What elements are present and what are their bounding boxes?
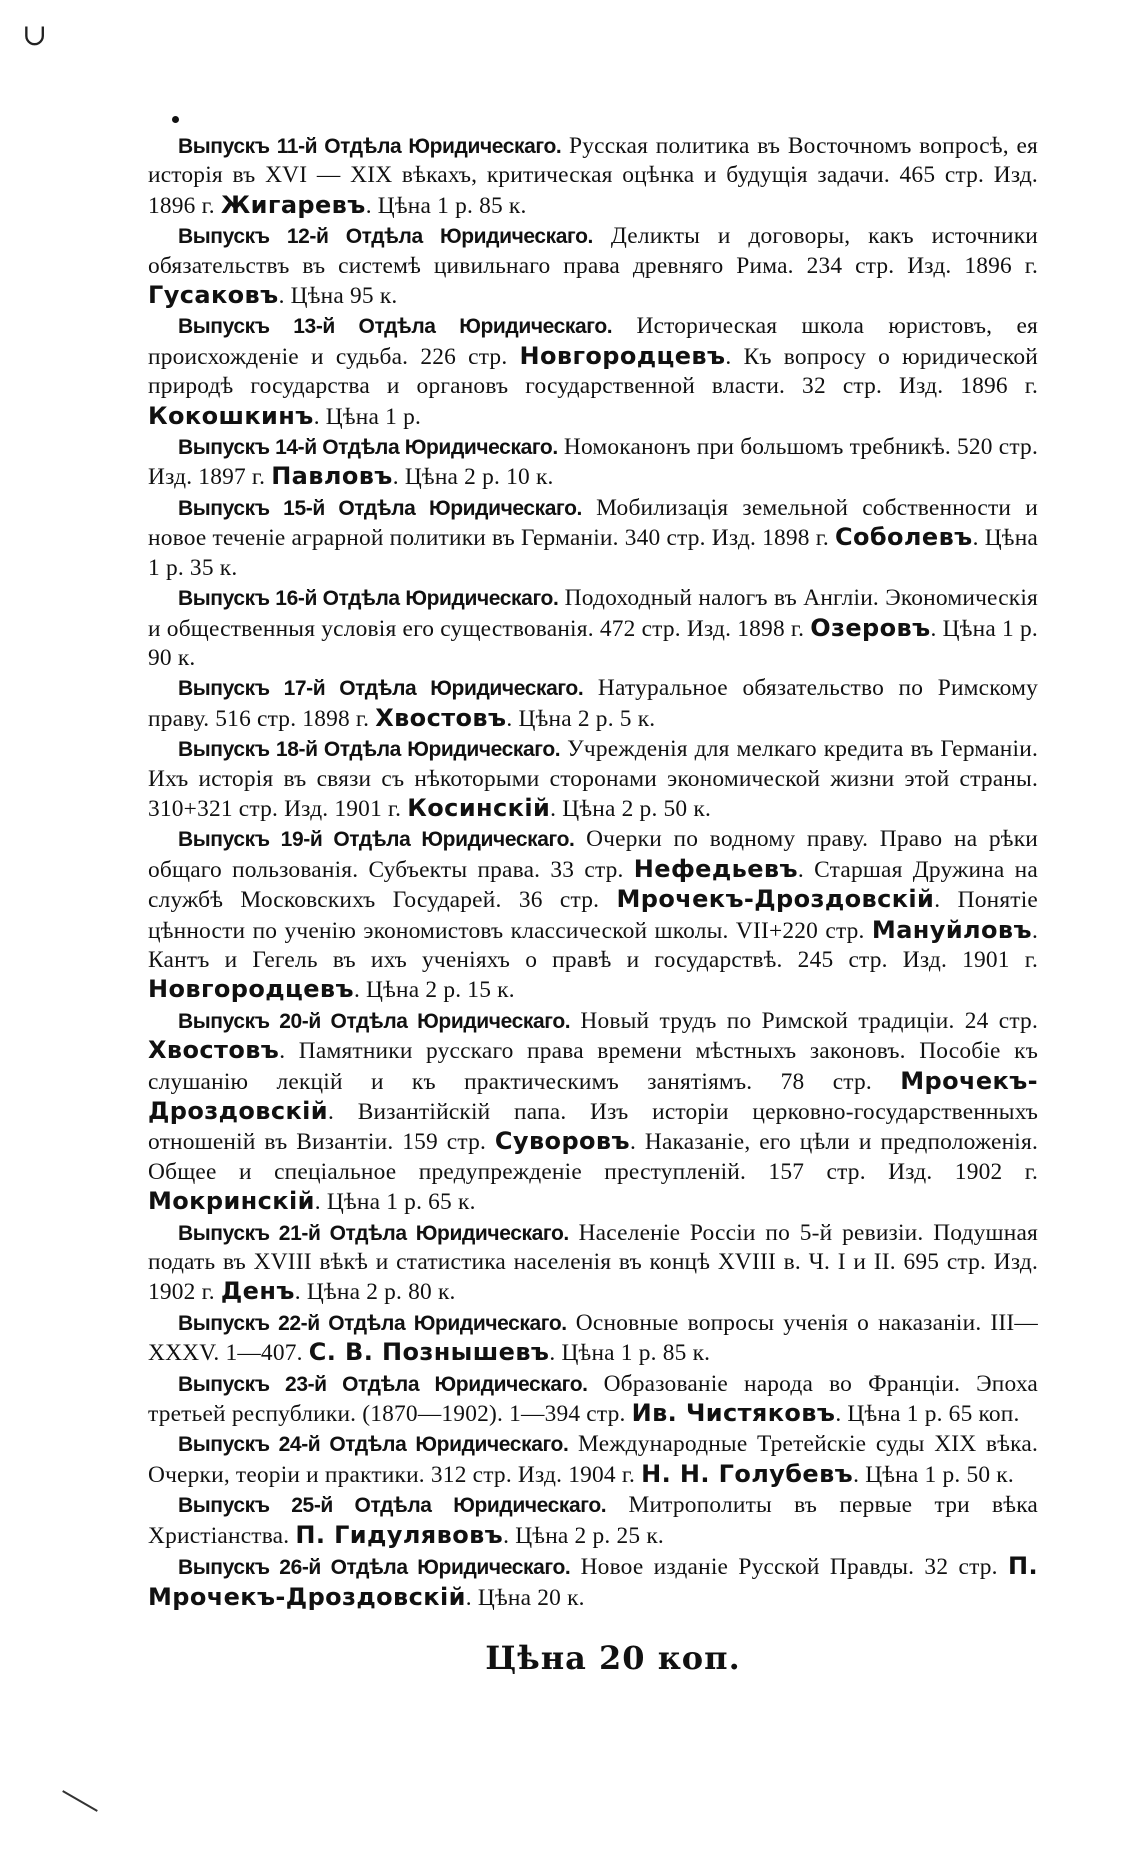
entry-text: . Памятники русскаго права времени мѣстныхъ законовъ. Пособіе къ слушанію лекцій и къ практическимъ занятіямъ. 78 стр. <box>148 1038 1038 1095</box>
author-name: Жигаревъ <box>220 190 366 219</box>
entry-text: Очерки по водному праву. Право на рѣки общаго пользованія. Субъекты права. 33 стр. <box>148 826 1038 883</box>
issue-heading: Выпускъ 20-й Отдѣла Юридическаго. <box>178 1009 571 1033</box>
catalog-entry <box>148 494 1038 583</box>
catalog-entry <box>148 222 1038 311</box>
catalog-entry <box>148 132 1038 221</box>
entry-text: Историческая школа юристовъ, ея происхожденіе и судьба. 226 стр. <box>148 313 1038 370</box>
entry-text: Мобилизація земельной собственности и новое теченіе аграрной политики въ Германіи. 340 стр. Изд. 1898 г. <box>148 494 1038 552</box>
author-name: Новгородцевъ <box>519 341 726 370</box>
issue-heading: Выпускъ 18-й Отдѣла Юридическаго. <box>178 738 561 762</box>
issue-heading: Выпускъ 26-й Отдѣла Юридическаго. <box>178 1556 571 1580</box>
catalog-entry <box>148 1370 1038 1430</box>
entry-text: Новый трудъ по Римской традиціи. 24 стр. <box>570 1007 1038 1034</box>
author-name: Новгородцевъ <box>148 975 354 1004</box>
entry-text: . Цѣна 1 р. 35 к. <box>148 525 1038 581</box>
catalog-entry <box>148 584 1038 673</box>
author-name: Денъ <box>220 1277 295 1306</box>
entry-text: Деликты и договоры, какъ источники обязательствъ въ системѣ цивильнаго права древняго Рима. 234 стр. Изд. 1896 г. <box>148 223 1038 279</box>
author-name: С. В. Познышевъ <box>308 1338 550 1367</box>
issue-heading: Выпускъ 22-й Отдѣла Юридическаго. <box>178 1311 567 1335</box>
author-name: Косинскій <box>407 793 551 822</box>
author-name: Суворовъ <box>494 1127 630 1156</box>
margin-scratch <box>62 1790 98 1812</box>
issue-heading: Выпускъ 21-й Отдѣла Юридическаго. <box>178 1221 569 1245</box>
author-name: Соболевъ <box>834 523 973 552</box>
author-name: Н. Н. Голубевъ <box>641 1459 854 1488</box>
entry-text: . Цѣна 95 к. <box>278 283 398 310</box>
author-name: Кокошкинъ <box>148 401 314 430</box>
entry-text: . Цѣна 1 р. 65 коп. <box>835 1401 1020 1428</box>
entry-text: Номоканонъ при большомъ требникѣ. 520 стр. Изд. 1897 г. <box>148 434 1038 491</box>
author-name: Нефедьевъ <box>633 854 798 883</box>
entry-text: . Наказаніе, его цѣли и предположенія. Общее и спеціальное предупрежденіе преступленій. 157 стр. Изд. 1902 г. <box>148 1129 1038 1185</box>
entry-text: . Цѣна 2 р. 80 к. <box>294 1279 456 1306</box>
catalog-entry <box>148 1430 1038 1490</box>
issue-heading: Выпускъ 12-й Отдѣла Юридическаго. <box>178 225 593 249</box>
issue-heading: Выпускъ 15-й Отдѣла Юридическаго. <box>178 496 582 520</box>
catalog-entry <box>148 1491 1038 1551</box>
author-name: Хвостовъ <box>148 1036 280 1065</box>
entry-text: . Старшая Дружина на службѣ Московскихъ Государей. 36 стр. <box>148 856 1038 914</box>
catalog-entry <box>148 312 1038 432</box>
author-name: Павловъ <box>271 462 393 491</box>
entry-text: . Цѣна 1 р. <box>313 403 422 430</box>
entry-text: . Цѣна 2 р. 25 к. <box>503 1522 664 1549</box>
entry-text: Митрополиты въ первые три вѣка Христіанства. <box>148 1492 1038 1549</box>
entry-text: . Цѣна 2 р. 5 к. <box>506 705 656 732</box>
catalog-entry <box>148 1007 1038 1218</box>
issue-heading: Выпускъ 24-й Отдѣла Юридическаго. <box>178 1433 569 1457</box>
author-name: Гусаковъ <box>148 281 279 310</box>
issue-heading: Выпускъ 23-й Отдѣла Юридическаго. <box>178 1372 588 1396</box>
entry-text: . Цѣна 1 р. 65 к. <box>314 1189 476 1216</box>
entry-text: . Цѣна 1 р. 50 к. <box>853 1461 1014 1488</box>
catalog-entry <box>148 1552 1038 1613</box>
issue-heading: Выпускъ 16-й Отдѣла Юридическаго. <box>178 587 559 611</box>
corner-pencil-mark: ∪ <box>22 19 48 52</box>
author-name: П. Гидулявовъ <box>295 1520 504 1549</box>
author-name: П. Мрочекъ-Дроздовскій <box>148 1552 1038 1611</box>
author-name: Хвостовъ <box>375 703 507 732</box>
entry-text: . Цѣна 1 р. 85 к. <box>549 1340 711 1367</box>
author-name: Мануйловъ <box>871 915 1032 944</box>
author-name: Мрочекъ-Дроздовскій <box>616 885 935 914</box>
issue-heading: Выпускъ 19-й Отдѣла Юридическаго. <box>178 828 575 852</box>
author-name: Мрочекъ-Дроздовскій <box>148 1066 1038 1125</box>
entry-text: Русская политика въ Восточномъ вопросѣ, ея исторія въ XVI — XIX вѣкахъ, критическая оцѣнка и будущія задачи. 465 стр. Изд. 1896 г. <box>148 133 1038 219</box>
catalog-entry <box>148 735 1038 824</box>
entry-text: Учрежденія для мелкаго кредита въ Германіи. Ихъ исторія въ связи съ нѣкоторыми сторонами экономической жизни этой страны. 310+321 стр. Изд. 1901 г. <box>148 736 1038 822</box>
issue-heading: Выпускъ 17-й Отдѣла Юридическаго. <box>178 677 584 701</box>
entry-text: . Цѣна 2 р. 15 к. <box>353 977 515 1004</box>
ink-dot <box>172 116 179 123</box>
entry-text: . Цѣна 2 р. 10 к. <box>392 464 554 491</box>
issue-heading: Выпускъ 14-й Отдѣла Юридическаго. <box>178 436 558 460</box>
entry-text: Подоходный налогъ въ Англіи. Экономическія и общественныя условія его существованія. 472 стр. Изд. 1898 г. <box>148 585 1038 642</box>
author-name: Озеровъ <box>810 613 931 642</box>
author-name: Мокринскій <box>148 1187 315 1216</box>
entry-text: Основные вопросы ученія о наказаніи. III—XXXV. 1—407. <box>148 1309 1038 1367</box>
issue-heading: Выпускъ 25-й Отдѣла Юридическаго. <box>178 1494 607 1518</box>
catalog-entry <box>148 1309 1038 1369</box>
author-name: Ив. Чистяковъ <box>631 1399 836 1428</box>
entry-text: . Цѣна 2 р. 50 к. <box>550 795 711 822</box>
catalog-entries <box>148 132 1038 1613</box>
entry-text: Международные Третейскіе суды XIX вѣка. Очерки, теоріи и практики. 312 стр. Изд. 1904 г. <box>148 1431 1038 1488</box>
entry-text: Новое изданіе Русской Правды. 32 стр. <box>570 1554 1008 1581</box>
catalog-entry <box>148 1219 1038 1308</box>
catalog-entry <box>148 825 1038 1005</box>
entry-text: . Цѣна 1 р. 90 к. <box>148 615 1038 671</box>
entry-text: Образованіе народа во Франціи. Эпоха третьей республики. (1870—1902). 1—394 стр. <box>148 1370 1038 1428</box>
entry-text: . Цѣна 20 к. <box>465 1584 585 1611</box>
issue-heading: Выпускъ 13-й Отдѣла Юридическаго. <box>178 315 613 339</box>
entry-text: Натуральное обязательство по Римскому праву. 516 стр. 1898 г. <box>148 675 1038 732</box>
catalog-entry <box>148 674 1038 734</box>
issue-heading: Выпускъ 11-й Отдѣла Юридическаго. <box>178 135 562 158</box>
entry-text: Населеніе Россіи по 5-й ревизіи. Подушная подать въ XVIII вѣкѣ и статистика населенія въ концѣ XVIII в. Ч. I и II. 695 стр. Изд. 1902 г. <box>148 1219 1038 1306</box>
entry-text: . Понятіе цѣнности по ученію экономистовъ классической школы. VII+220 стр. <box>148 887 1038 944</box>
entry-text: . Кантъ и Гегель въ ихъ ученіяхъ о правѣ и государствѣ. 245 стр. Изд. 1901 г. <box>148 917 1038 973</box>
entry-text: . Цѣна 1 р. 85 к. <box>365 192 527 219</box>
footer-price: Цѣна 20 коп. <box>485 1638 741 1677</box>
entry-text: . Къ вопросу о юридической природѣ государства и органовъ государственной власти. 32 стр. Изд. 1896 г. <box>148 343 1038 400</box>
catalog-page <box>148 132 1038 1677</box>
entry-text: . Византійскій папа. Изъ исторіи церковно-государственныхъ отношеній въ Византіи. 159 стр. <box>148 1099 1038 1156</box>
catalog-entry <box>148 433 1038 493</box>
